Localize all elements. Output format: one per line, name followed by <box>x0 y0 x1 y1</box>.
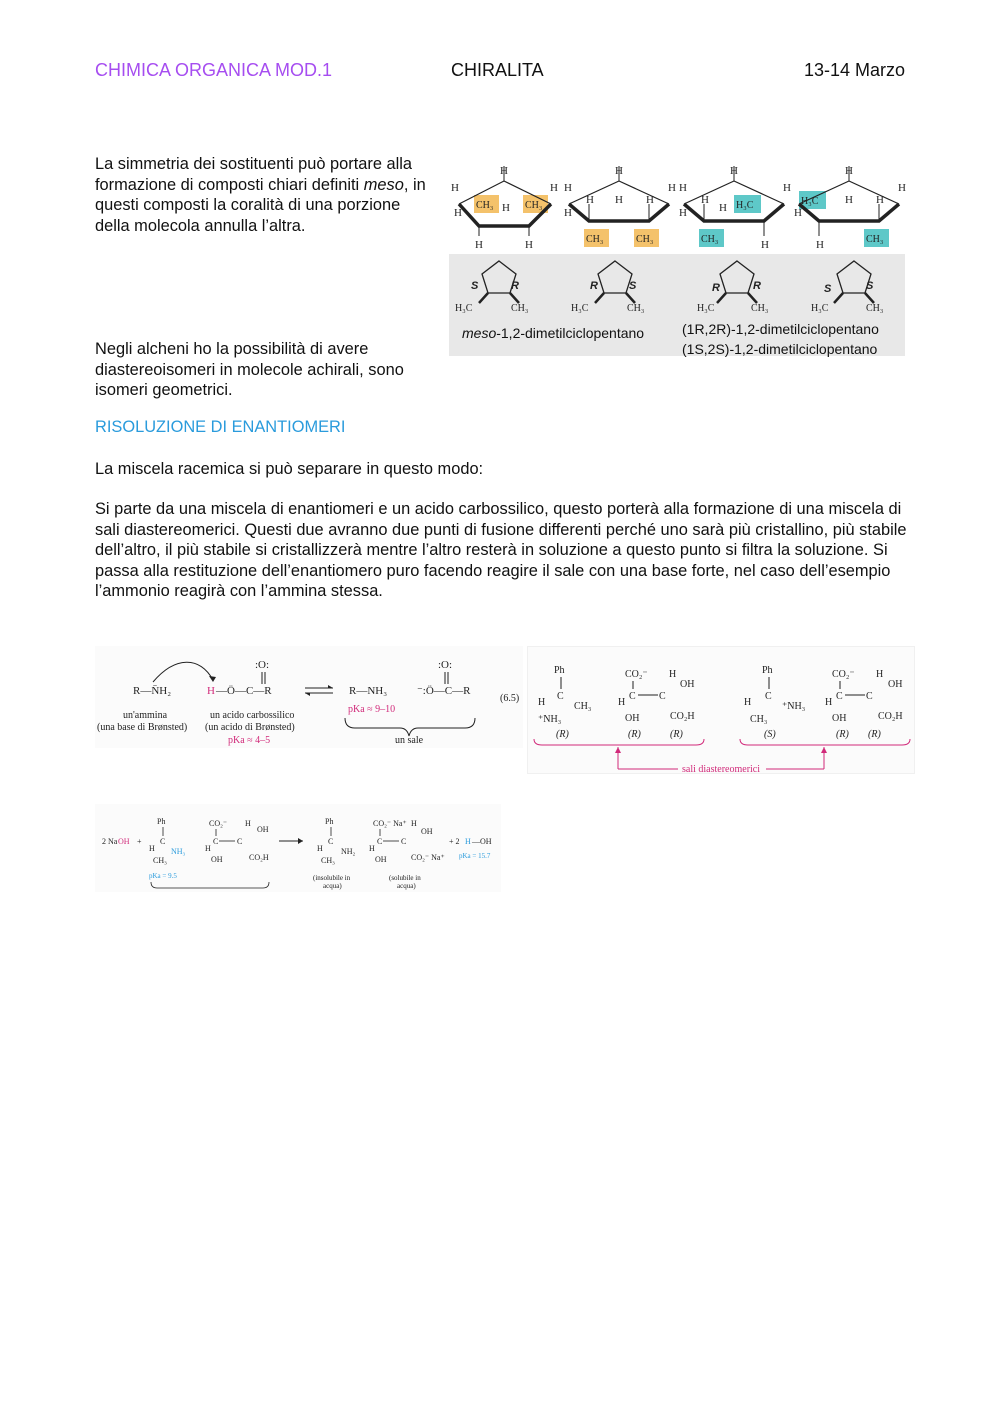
section-title: RISOLUZIONE DI ENANTIOMERI <box>95 418 346 436</box>
caption-meso-italic: meso <box>462 325 497 341</box>
diastereomeric-salts-figure <box>527 646 915 774</box>
ch3-group: CH₃ <box>636 234 654 245</box>
h-atom: H <box>669 669 677 680</box>
stereo-label: S <box>629 280 637 292</box>
h-atom: H <box>730 165 738 177</box>
ch3-group: CH₃ <box>525 200 543 211</box>
h-atom: H <box>898 182 906 194</box>
h-atom: H <box>615 165 623 177</box>
insoluble-label: acqua) <box>323 882 342 890</box>
h-atom: H <box>618 697 626 708</box>
ch3-group: CH₃ <box>866 303 884 314</box>
h-atom: H <box>825 697 833 708</box>
h-atom: H <box>783 182 791 194</box>
water-pka: pKa = 15.7 <box>459 852 491 860</box>
config-label: (R) <box>628 729 641 740</box>
h-atom: H <box>668 182 676 194</box>
caption-meso <box>462 323 644 343</box>
carbon-atom: C <box>401 837 407 846</box>
meso-text-start: La simmetria dei sostituenti può portare alla formazione di composti chiari definiti <box>95 155 413 194</box>
carboxylic-group: CO₂H <box>878 711 903 722</box>
hydroxyl-group: OH <box>625 713 640 724</box>
carbon-atom: C <box>765 691 772 702</box>
topic-title: CHIRALITA <box>451 60 544 80</box>
ch3-group: CH₃ <box>627 303 645 314</box>
carbon-atom: C <box>213 837 219 846</box>
hydroxyl-group: OH <box>257 825 269 834</box>
h-atom: H <box>701 194 709 206</box>
h-atom: H <box>550 182 558 194</box>
amine-label: un'ammina <box>123 710 168 721</box>
water-prefix: + 2 <box>449 837 460 846</box>
amine-label: (una base di Brønsted) <box>97 722 188 733</box>
h-atom: H <box>245 819 251 828</box>
stereo-label: S <box>471 280 479 292</box>
amine-group: NH₂ <box>341 847 356 856</box>
stereo-pentagon-3 <box>697 261 768 314</box>
carbon-atom: C <box>659 691 666 702</box>
carboxylate-sodium: CO₂⁻ Na⁺ <box>373 819 407 828</box>
soluble-label: (solubile in <box>389 874 421 882</box>
dimethylcyclopentane-figure <box>449 156 905 356</box>
h-atom: H <box>205 844 211 853</box>
ammonium-group: NH₃ <box>171 847 186 856</box>
h-atom: H <box>876 194 884 206</box>
cyclopentane-4 <box>794 165 906 251</box>
ammonium-pka: pKa ≈ 9–10 <box>348 704 396 715</box>
lecture-date: 13-14 Marzo <box>803 60 905 80</box>
ch3-group: CH₃ <box>701 234 719 245</box>
carbon-atom: C <box>629 691 636 702</box>
ch3-group: CH₃ <box>586 234 604 245</box>
caption-ss: (1S,2S)-1,2-dimetilciclopentano <box>682 341 878 357</box>
h-atom: H <box>586 194 594 206</box>
carboxylic-group: CO₂H <box>249 853 269 862</box>
h-atom: H <box>317 844 323 853</box>
carboxylate-formula: ⁻:Ö—C—R <box>417 685 471 697</box>
methyl-group: CH₃ <box>574 701 592 712</box>
alkenes-paragraph: Negli alcheni ho la possibilità di avere diastereoisomeri in molecole achirali, sono isomeri geometrici. <box>95 340 404 399</box>
h-atom: H <box>525 239 533 251</box>
amine-regeneration-figure <box>95 804 501 892</box>
h-atom: H <box>679 182 687 194</box>
acid-formula: —Ö—C—R <box>216 685 272 697</box>
h-atom: H <box>845 194 853 206</box>
ch3-group: CH₃ <box>751 303 769 314</box>
cyclopentane-1 <box>451 165 558 251</box>
stereo-pentagon-1 <box>455 261 528 314</box>
cyclopentane-structures <box>449 156 905 316</box>
salt-label: un sale <box>395 735 424 746</box>
config-label: (R) <box>868 729 881 740</box>
stereo-label: R <box>712 282 720 294</box>
acid-pka: pKa ≈ 4–5 <box>228 735 271 746</box>
config-label: (R) <box>670 729 683 740</box>
amine-formula: R—N̈H₂ <box>133 685 172 697</box>
h-atom: H <box>845 165 853 177</box>
h-atom: H <box>816 239 824 251</box>
h3c-group: H₃C <box>811 303 829 314</box>
cyclopentane-2 <box>564 165 676 247</box>
h-atom: H <box>876 669 884 680</box>
ch3-group: CH₃ <box>511 303 529 314</box>
meso-text-end: , in questi composti la coralità di una porzione della molecola annulla l’altra. <box>95 175 426 235</box>
stereo-label: R <box>590 280 598 292</box>
carbon-atom: C <box>160 837 166 846</box>
stereo-pentagon-2 <box>571 261 644 314</box>
carbon-atom: C <box>866 691 873 702</box>
methyl-group: CH₃ <box>321 856 335 865</box>
carboxylate-group: CO₂⁻ <box>209 819 228 828</box>
course-title: CHIMICA ORGANICA MOD.1 <box>95 60 333 80</box>
h-atom: H <box>454 207 462 219</box>
phenyl-group: Ph <box>762 665 773 676</box>
hydroxyl-group: OH <box>421 827 433 836</box>
cyclopentane-3 <box>679 165 791 251</box>
carbon-atom: C <box>328 837 334 846</box>
acid-label: (un acido di Brønsted) <box>205 722 295 733</box>
acid-label: un acido carbossilico <box>210 710 295 721</box>
procedure-paragraph: Si parte da una miscela di enantiomeri e un acido carbossilico, questo porterà alla formazione di una miscela di sali diastereomerici. Questi due avranno due punti di fusione differenti perché uno sarà più cristallino, più stabile dell’altro, il più stabile si cristallizzerà mentre l’altro resterà in soluzione a questo punto si filtra la soluzione. Si passa alla restituzione dell’enantiomero puro facendo reagire il sale con una base forte, nel caso dell’esempio l’ammonio reagirà con l’ammina stessa. <box>95 500 907 600</box>
stereo-label: R <box>753 280 761 292</box>
hydroxyl-group: OH <box>680 679 695 690</box>
h-atom: H <box>411 819 417 828</box>
stereo-label: S <box>866 280 874 292</box>
plus-sign: + <box>137 837 142 846</box>
equation-number: (6.5) <box>500 693 520 704</box>
config-label: (R) <box>556 729 569 740</box>
racemic-paragraph: La miscela racemica si può separare in questo modo: <box>95 460 484 478</box>
h-atom: H <box>615 194 623 206</box>
h-atom: H <box>149 844 155 853</box>
hydroxyl-group: OH <box>888 679 903 690</box>
carboxylate-sodium: CO₂⁻ Na⁺ <box>411 853 445 862</box>
h-atom: H <box>564 182 572 194</box>
hydroxyl-group: OH <box>832 713 847 724</box>
acid-base-reaction <box>95 646 523 748</box>
h3c-group: H₃C <box>736 200 754 211</box>
caption-meso-rest: -1,2-dimetilciclopentano <box>496 325 645 341</box>
water-h: H <box>465 837 471 846</box>
naoh-oh: OH <box>118 837 130 846</box>
carboxylic-group: CO₂H <box>670 711 695 722</box>
acid-carbonyl-o: :O: <box>255 659 270 671</box>
phenyl-group: Ph <box>554 665 565 676</box>
ch3-group: CH₃ <box>476 200 494 211</box>
hydroxyl-group: OH <box>211 855 223 864</box>
ammonium-group: ⁺NH₃ <box>782 701 806 712</box>
h3c-group: H₃C <box>801 196 819 207</box>
ammonium-formula: R—NH₃ <box>349 685 388 697</box>
phenyl-group: Ph <box>325 817 334 826</box>
h-atom: H <box>502 202 510 214</box>
insoluble-label: (insolubile in <box>313 874 351 882</box>
amine-regeneration <box>95 804 501 892</box>
diastereomeric-salts <box>528 647 916 775</box>
h3c-group: H₃C <box>697 303 715 314</box>
h-atom: H <box>719 202 727 214</box>
ch3-group: CH₃ <box>866 234 884 245</box>
carbon-atom: C <box>237 837 243 846</box>
h-atom: H <box>794 207 802 219</box>
ammonium-group: ⁺NH₃ <box>538 714 562 725</box>
h3c-group: H₃C <box>571 303 589 314</box>
salts-label: sali diastereomerici <box>682 764 761 775</box>
h-atom: H <box>538 697 546 708</box>
stereo-label: R <box>511 280 519 292</box>
naoh-prefix: 2 Na <box>102 837 118 846</box>
water-oh: —OH <box>472 837 492 846</box>
hydroxyl-group: OH <box>375 855 387 864</box>
carbon-atom: C <box>557 691 564 702</box>
stereo-pentagon-4 <box>811 261 883 314</box>
h-atom: H <box>679 207 687 219</box>
carboxylate-o: :O: <box>438 659 453 671</box>
meso-word: meso <box>363 175 404 194</box>
phenyl-group: Ph <box>157 817 166 826</box>
acid-base-reaction-figure <box>95 646 523 748</box>
config-label: (R) <box>836 729 849 740</box>
h-atom: H <box>744 697 752 708</box>
h-atom: H <box>500 165 508 177</box>
carboxylate-group: CO₂⁻ <box>625 669 648 680</box>
h-atom: H <box>761 239 769 251</box>
methyl-group: CH₃ <box>750 714 768 725</box>
h3c-group: H₃C <box>455 303 473 314</box>
methyl-group: CH₃ <box>153 856 167 865</box>
carbon-atom: C <box>377 837 383 846</box>
soluble-label: acqua) <box>397 882 416 890</box>
h-atom: H <box>475 239 483 251</box>
meso-paragraph <box>95 154 435 236</box>
h-atom: H <box>369 844 375 853</box>
h-atom: H <box>646 194 654 206</box>
ammonium-pka: pKa = 9.5 <box>149 872 177 880</box>
config-label: (S) <box>764 729 776 740</box>
h-atom: H <box>564 207 572 219</box>
h-atom: H <box>451 182 459 194</box>
carbon-atom: C <box>836 691 843 702</box>
stereo-label: S <box>824 283 832 295</box>
caption-rr: (1R,2R)-1,2-dimetilciclopentano <box>682 321 879 337</box>
acid-h: H <box>207 685 215 697</box>
carboxylate-group: CO₂⁻ <box>832 669 855 680</box>
